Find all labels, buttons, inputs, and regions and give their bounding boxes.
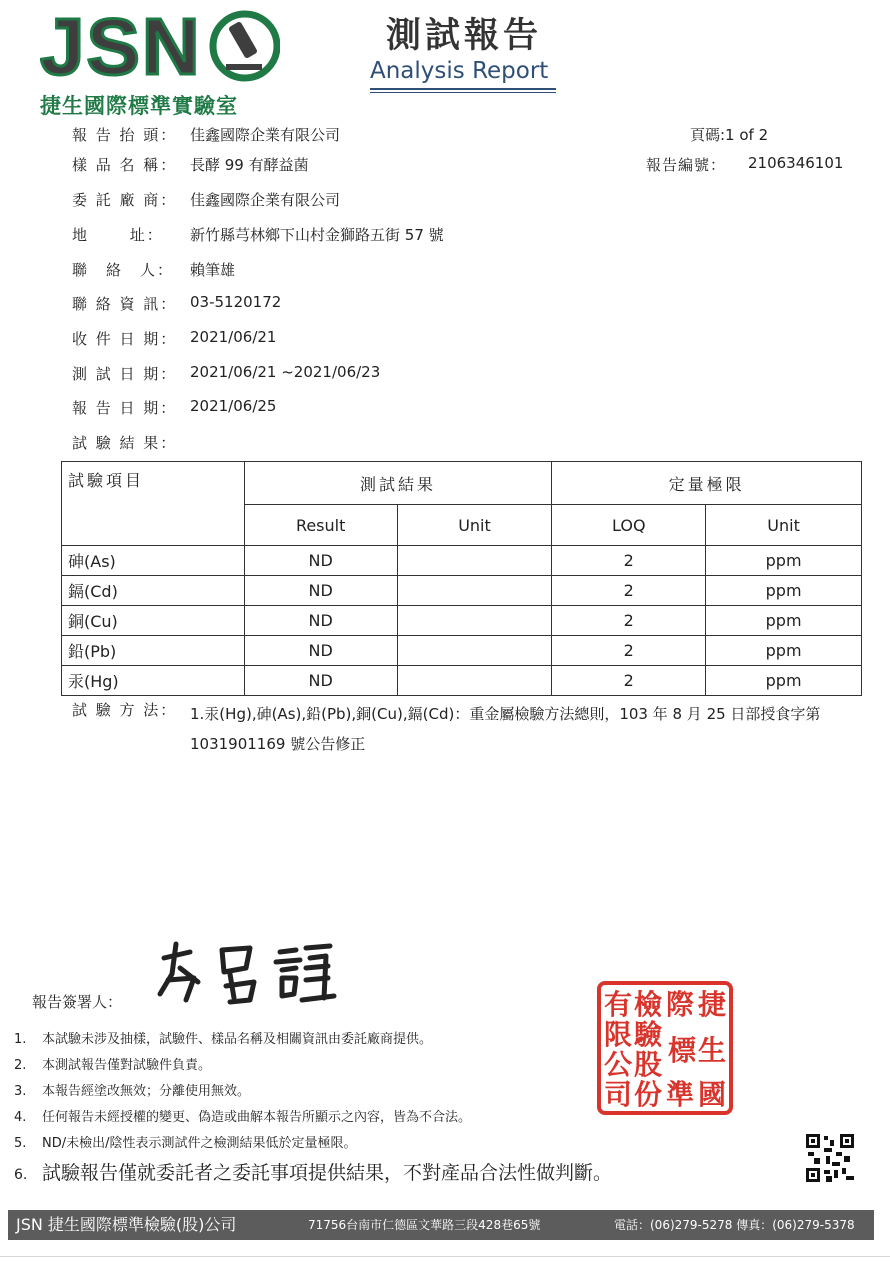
report-number: 2106346101 bbox=[748, 154, 844, 172]
row-loq: 2 bbox=[552, 666, 706, 696]
table-header-row bbox=[62, 462, 862, 505]
row-result: ND bbox=[244, 666, 397, 696]
subheader-unit: Unit bbox=[397, 505, 552, 546]
title-underline bbox=[370, 88, 556, 90]
note-text: 任何報告未經授權的變更、偽造或曲解本報告所顯示之內容，皆為不合法。 bbox=[42, 1110, 472, 1125]
subheader-loq: LOQ bbox=[552, 505, 706, 546]
report-title: 測試報告 bbox=[386, 16, 543, 56]
test-date-label: 測 試 日 期： bbox=[72, 365, 178, 383]
sample-value: 長酵 99 有酵益菌 bbox=[190, 156, 309, 174]
header-test-item: 試驗項目 bbox=[62, 462, 245, 546]
report-date-label: 報 告 日 期： bbox=[72, 399, 178, 417]
row-result: ND bbox=[244, 606, 397, 636]
phone-label: 聯 絡 資 訊： bbox=[72, 295, 178, 313]
row-loq: 2 bbox=[552, 576, 706, 606]
list-item bbox=[14, 1131, 614, 1157]
microscope-icon bbox=[213, 14, 277, 78]
seal-char: 國 bbox=[698, 1078, 727, 1111]
contact-value: 賴筆雄 bbox=[190, 261, 236, 279]
footer-bar bbox=[8, 1210, 874, 1240]
seal-char: 準 bbox=[666, 1078, 695, 1111]
row-loq-unit: ppm bbox=[706, 606, 862, 636]
row-item: 鎘(Cd) bbox=[62, 576, 245, 606]
note-number: 6. bbox=[14, 1167, 28, 1183]
row-unit bbox=[397, 636, 552, 666]
received-date-value: 2021/06/21 bbox=[190, 328, 277, 346]
seal-char: 份 bbox=[634, 1078, 663, 1111]
lab-name: 捷生國際標準實驗室 bbox=[40, 94, 238, 118]
results-table bbox=[61, 461, 862, 696]
note-text: 本報告經塗改無效；分離使用無效。 bbox=[42, 1084, 251, 1099]
list-item bbox=[14, 1105, 614, 1131]
title-underline-2 bbox=[370, 92, 556, 93]
address-label: 地 址： bbox=[72, 226, 164, 244]
signature-image bbox=[150, 938, 340, 1008]
note-number: 4. bbox=[14, 1110, 27, 1125]
seal-char: 檢 bbox=[634, 988, 663, 1021]
note-text: ND/未檢出/陰性表示測試件之檢測結果低於定量極限。 bbox=[42, 1136, 357, 1151]
addressee-label: 報 告 抬 頭： bbox=[72, 126, 178, 144]
page-divider bbox=[0, 1256, 890, 1257]
test-method-label: 試 驗 方 法： bbox=[72, 701, 178, 719]
subheader-loq-unit: Unit bbox=[706, 505, 862, 546]
seal-char: 公 bbox=[604, 1048, 633, 1081]
subheader-result: Result bbox=[244, 505, 397, 546]
table-row bbox=[62, 576, 862, 606]
phone-value: 03-5120172 bbox=[190, 293, 282, 311]
received-date-label: 收 件 日 期： bbox=[72, 330, 178, 348]
footer-company: JSN 捷生國際標準檢驗(股)公司 bbox=[16, 1215, 237, 1234]
row-result: ND bbox=[244, 636, 397, 666]
row-loq: 2 bbox=[552, 546, 706, 576]
footer-contact: 電話：(06)279-5278 傳真：(06)279-5378 bbox=[614, 1218, 855, 1232]
list-item bbox=[14, 1053, 614, 1079]
test-method-text: 1.汞(Hg),砷(As),鉛(Pb),銅(Cu),鎘(Cd)：重金屬檢驗方法總則，103 年 8 月 25 日部授食字第 1031901169 號公告修正 bbox=[190, 705, 821, 753]
table-row bbox=[62, 606, 862, 636]
contact-label: 聯 絡 人： bbox=[72, 261, 175, 279]
row-item: 砷(As) bbox=[62, 546, 245, 576]
note-number: 2. bbox=[14, 1058, 27, 1073]
table-row bbox=[62, 546, 862, 576]
footer-address: 71756台南市仁德區文華路三段428巷65號 bbox=[308, 1218, 541, 1232]
row-unit bbox=[397, 606, 552, 636]
row-result: ND bbox=[244, 576, 397, 606]
address-value: 新竹縣芎林鄉下山村金獅路五街 57 號 bbox=[190, 226, 444, 244]
seal-char: 司 bbox=[604, 1078, 633, 1111]
report-number-label: 報告編號： bbox=[646, 156, 727, 174]
client-label: 委 託 廠 商： bbox=[72, 191, 178, 209]
row-loq-unit: ppm bbox=[706, 636, 862, 666]
row-loq-unit: ppm bbox=[706, 666, 862, 696]
seal-char: 限 bbox=[604, 1018, 633, 1051]
row-unit bbox=[397, 546, 552, 576]
row-loq: 2 bbox=[552, 606, 706, 636]
note-number: 5. bbox=[14, 1136, 27, 1151]
sample-label: 樣 品 名 稱： bbox=[72, 156, 178, 174]
list-item bbox=[14, 1027, 614, 1053]
client-value: 佳鑫國際企業有限公司 bbox=[190, 191, 341, 209]
seal-char: 股 bbox=[634, 1048, 663, 1081]
header-test-result: 測試結果 bbox=[244, 462, 552, 505]
signer-label: 報告簽署人： bbox=[32, 993, 123, 1011]
addressee-value: 佳鑫國際企業有限公司 bbox=[190, 126, 341, 144]
header-quant-limit: 定量極限 bbox=[552, 462, 862, 505]
note-number: 1. bbox=[14, 1032, 27, 1047]
row-unit bbox=[397, 576, 552, 606]
seal-char: 生 bbox=[698, 1034, 727, 1067]
notes-list bbox=[14, 1027, 614, 1157]
note-text: 本試驗未涉及抽樣，試驗件、樣品名稱及相關資訊由委託廠商提供。 bbox=[42, 1032, 433, 1047]
row-result: ND bbox=[244, 546, 397, 576]
note-text: 本測試報告僅對試驗件負責。 bbox=[42, 1058, 212, 1073]
test-result-label: 試 驗 結 果： bbox=[72, 434, 178, 452]
row-item: 汞(Hg) bbox=[62, 666, 245, 696]
note-number: 3. bbox=[14, 1084, 27, 1099]
seal-char: 際 bbox=[666, 988, 695, 1021]
qr-code bbox=[806, 1134, 854, 1182]
list-item bbox=[14, 1079, 614, 1105]
row-loq-unit: ppm bbox=[706, 576, 862, 606]
seal-char: 有 bbox=[604, 988, 633, 1021]
report-date-value: 2021/06/25 bbox=[190, 397, 277, 415]
row-loq: 2 bbox=[552, 636, 706, 666]
seal-char: 驗 bbox=[634, 1018, 663, 1051]
row-item: 銅(Cu) bbox=[62, 606, 245, 636]
seal-char: 捷 bbox=[698, 988, 727, 1021]
row-unit bbox=[397, 666, 552, 696]
table-row bbox=[62, 666, 862, 696]
row-loq-unit: ppm bbox=[706, 546, 862, 576]
company-seal bbox=[596, 980, 734, 1116]
seal-char: 標 bbox=[668, 1034, 697, 1067]
jsn-logo bbox=[40, 6, 280, 86]
table-row bbox=[62, 636, 862, 666]
page-number: 頁碼:1 of 2 bbox=[690, 126, 769, 144]
note-text: 試驗報告僅就委託者之委託事項提供結果，不對產品合法性做判斷。 bbox=[42, 1162, 613, 1184]
row-item: 鉛(Pb) bbox=[62, 636, 245, 666]
report-title-en: Analysis Report bbox=[370, 58, 549, 84]
logo-text: JSN bbox=[40, 6, 202, 86]
disclaimer-note bbox=[14, 1158, 612, 1185]
test-date-value: 2021/06/21 ~2021/06/23 bbox=[190, 363, 381, 381]
